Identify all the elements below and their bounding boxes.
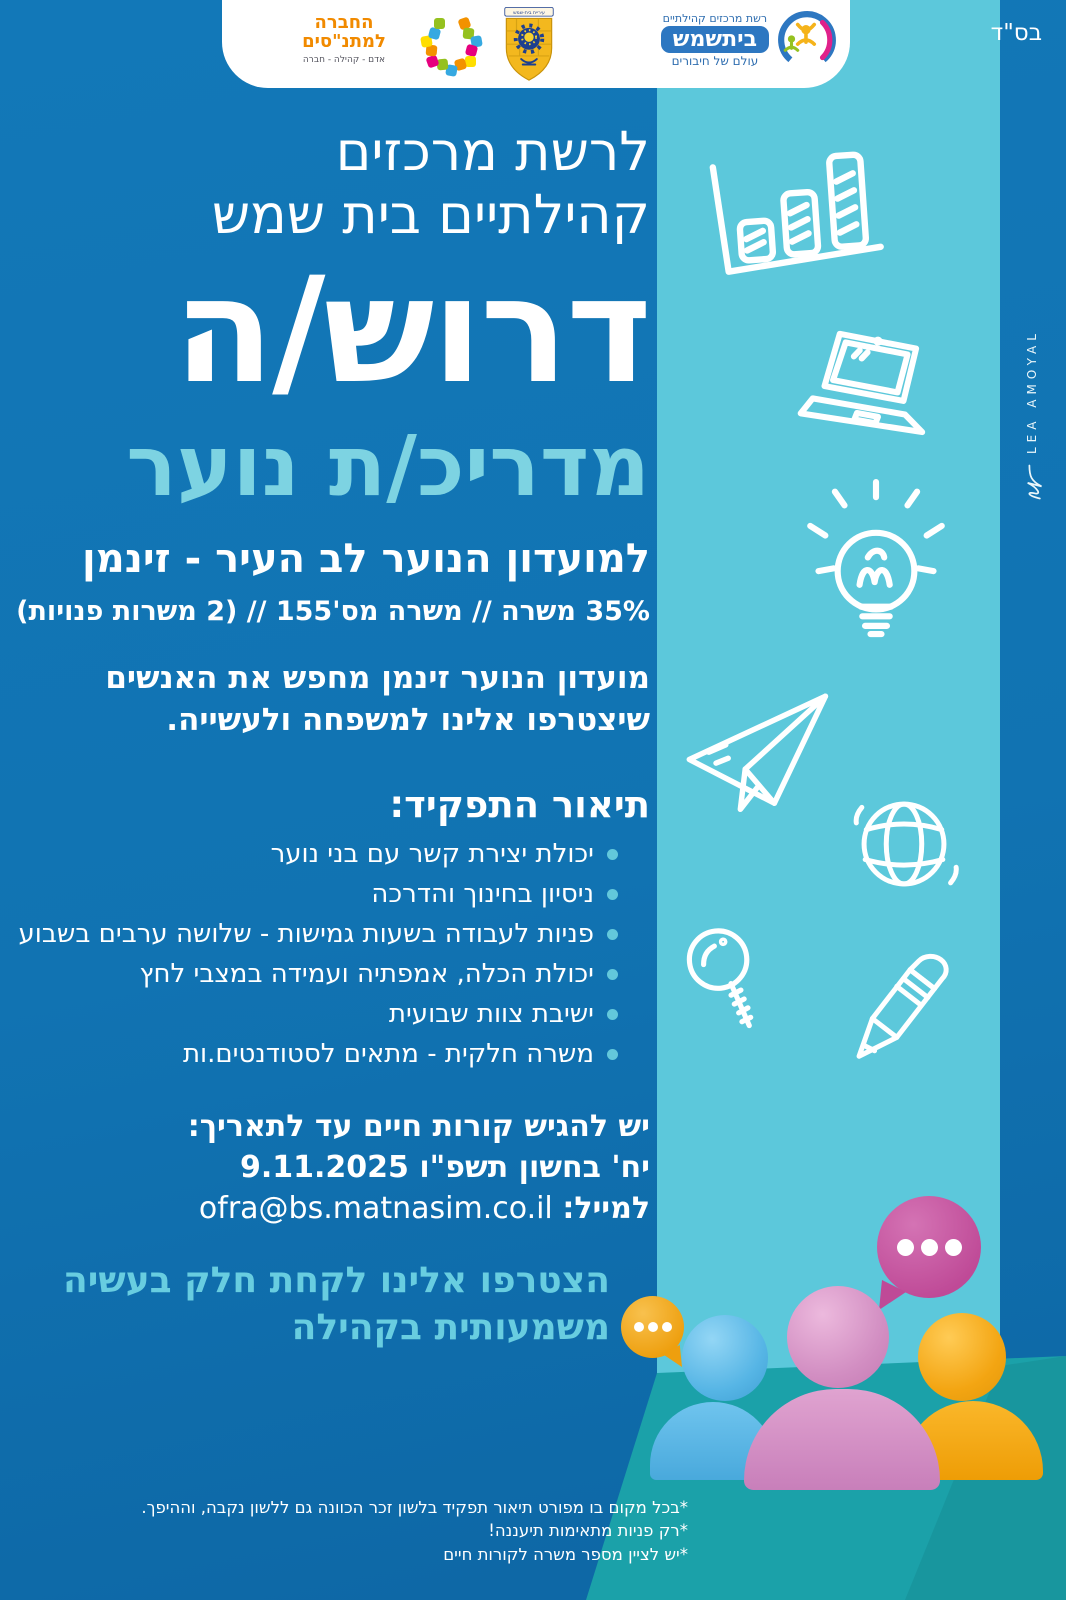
bullet-text: יכולת הכלה, אמפתיה ועמידה במצבי לחץ	[139, 959, 594, 989]
role-description-heading: תיאור התפקיד:	[389, 783, 650, 826]
email-label: למייל:	[562, 1191, 650, 1227]
page-title: דרוש/ה	[173, 246, 650, 416]
footnote: *יש לציין מספר משרה לקורות חיים	[443, 1544, 688, 1564]
speech-bubble-pink-icon	[877, 1196, 981, 1298]
designer-credit-label: LEA AMOYAL	[1025, 329, 1039, 454]
bullet-text: משרה חלקית - מתאים לסטודנטים.ות	[182, 1039, 594, 1069]
bullet-dot-icon	[607, 929, 618, 940]
network-logo-text	[661, 12, 769, 68]
intro-line1: לרשת מרכזים	[335, 120, 650, 183]
beit-shemesh-network-logo	[661, 9, 838, 71]
bullet-text: ישיבת צוות שבועית	[388, 999, 594, 1029]
bubble-dot	[945, 1239, 962, 1256]
pitch-lines	[105, 658, 650, 741]
bullet-text: ניסיון בחינוך והדרכה	[371, 879, 594, 909]
list-item	[19, 954, 618, 994]
signature-icon	[1020, 462, 1044, 502]
bar-chart-icon	[697, 143, 906, 299]
apply-email-line	[188, 1188, 650, 1229]
mosaic-square	[434, 18, 445, 29]
list-item	[19, 834, 618, 874]
bullet-text: פניות לעבודה בשעות גמישות - שלושה ערבים בשבוע	[18, 919, 594, 949]
bsd-mark: בס"ד	[990, 20, 1042, 46]
bullet-dot-icon	[607, 849, 618, 860]
network-logo-bottom: עולם של חיבורים	[671, 54, 759, 68]
mosaic-square	[465, 56, 476, 67]
bubble-dot	[662, 1322, 672, 1332]
bullet-dot-icon	[607, 1049, 618, 1060]
footnote: *בכל מקום בו מפורט תיאור תפקיד בלשון זכר הכוונה גם ללשון נקבה, וההיפך.	[141, 1498, 688, 1517]
paper-plane-icon	[682, 684, 840, 824]
matnasim-tagline: אדם - קהילה - חברה	[302, 54, 386, 65]
city-emblem-icon	[504, 7, 554, 87]
email-address[interactable]: ofra@bs.matnasim.co.il	[198, 1191, 553, 1227]
bullet-dot-icon	[607, 1009, 618, 1020]
logo-banner	[222, 0, 850, 88]
job-title: מדריכ/ת נוער	[126, 417, 650, 515]
laptop-icon	[790, 328, 950, 444]
network-circle-icon	[776, 9, 838, 71]
network-logo-name: ביתשמש	[661, 26, 769, 53]
intro-lines	[212, 120, 650, 246]
list-item	[19, 914, 618, 954]
list-item	[19, 994, 618, 1034]
intro-line2: קהילתיים בית שמש	[211, 183, 650, 247]
magnifier-icon	[675, 918, 780, 1059]
globe-icon	[843, 783, 965, 905]
matnasim-logo-text	[278, 14, 410, 65]
bullet-dot-icon	[607, 889, 618, 900]
bubble-dot	[634, 1322, 644, 1332]
join-line2: משמעותית בקהילה	[291, 1306, 610, 1348]
bubble-dot	[897, 1239, 914, 1256]
pitch-line1: מועדון הנוער זינמן מחפש את האנשים	[105, 660, 650, 696]
apply-deadline-label: יש להגיש קורות חיים עד לתאריך:	[187, 1109, 650, 1144]
bullet-text: יכולת יצירת קשר עם בני נוער	[270, 839, 594, 869]
footnotes	[141, 1496, 688, 1566]
bubble-dot	[648, 1322, 658, 1332]
application-info	[188, 1106, 650, 1229]
list-item	[19, 874, 618, 914]
join-line1: הצטרפו אלינו לקחת חלק בעשיה	[63, 1260, 610, 1301]
lightbulb-icon	[798, 478, 954, 656]
city-emblem-label: עיריית בית-שמש	[513, 10, 545, 16]
bullet-dot-icon	[607, 969, 618, 980]
role-bullet-list	[19, 834, 618, 1074]
matnasim-line2: למתנ"סים	[302, 30, 386, 52]
position-details: 35% משרה // משרה מס'155 // (2 משרות פנויות)	[16, 596, 650, 627]
apply-deadline-date: יח' בחשון תשפ"ו 9.11.2025	[239, 1150, 650, 1186]
speech-bubble-yellow-icon	[621, 1296, 684, 1358]
bubble-dot	[921, 1239, 938, 1256]
designer-credit	[1020, 322, 1044, 502]
matnasim-line1: החברה	[314, 12, 374, 33]
matnasim-logo	[278, 10, 490, 80]
footnote: *רק פניות מתאימות תיעננה!	[488, 1521, 688, 1541]
join-call-to-action	[63, 1258, 610, 1352]
pencil-icon	[843, 952, 955, 1074]
mosaic-ring-icon	[418, 12, 484, 78]
network-logo-top: רשת מרכזים קהילתיים	[662, 12, 768, 25]
list-item	[19, 1034, 618, 1074]
pitch-line2: שיצטרפו אלינו למשפחה ולעשייה.	[166, 701, 650, 738]
job-location: למועדון הנוער לב העיר - זינמן	[82, 536, 650, 582]
